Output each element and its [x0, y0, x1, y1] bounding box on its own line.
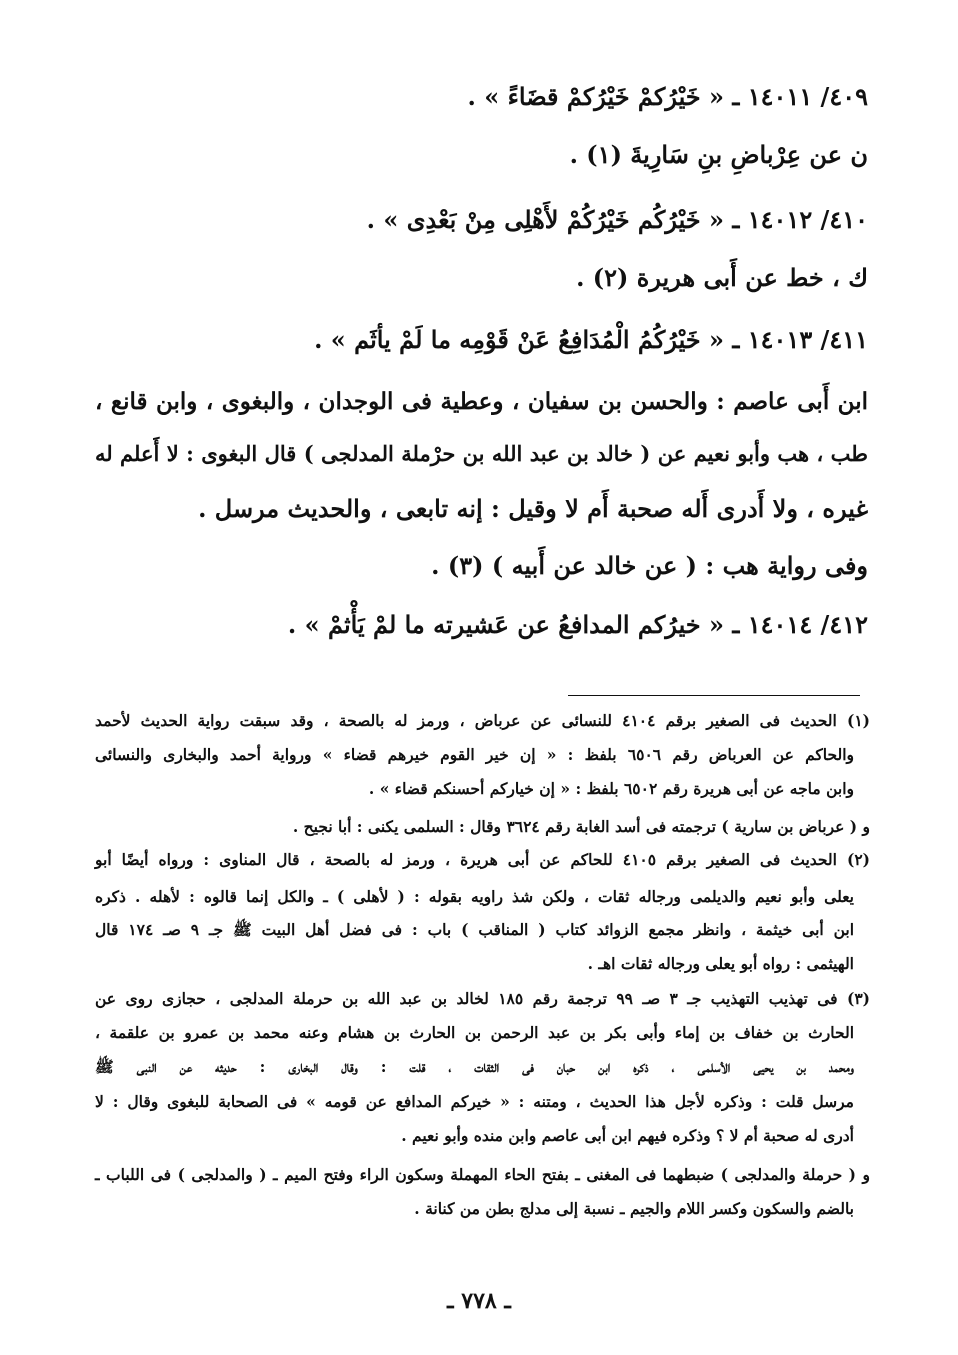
- footnote-3-line: الحارث بن خفاف بن إماء وأبى بكر بن عبد الرحمن بن الحارث بن هشام وعنه محمد بن عمرو بن علقمة ،: [95, 1023, 854, 1042]
- source-line: ك ، خط عن أَبى هريرة (٢) .: [576, 263, 868, 292]
- footnote-3-line: مرسل قلت : وذكره لأجل هذا الحديث ، ومتنه : « خيركم المدافع عن قومه » فى الصحابة للبغوى وقال : لا: [95, 1092, 854, 1111]
- commentary-line: طب ، هب وأبو نعيم عن ( خالد بن عبد الله بن حرْملة المدلجى ) قال البغوى : لا أَعلم له: [95, 441, 868, 466]
- footnote-3-line: (٣) فى تهذيب التهذيب جـ ٣ صـ ٩٩ ترجمة رقم ١٨٥ لخالد بن عبد الله بن حرملة المدلجى ، حجازى روى عن: [95, 989, 870, 1008]
- footnote-3-line: أدرى له صحبة أم لا ؟ وذكره فيهم ابن أبى عاصم وابن منده وأبو نعيم .: [401, 1126, 854, 1145]
- hadith-410: ٤١٠/ ١٤٠١٢ ـ « خَيْرُكُم خَيْرُكُمْ لأَهْلِى مِنْ بَعْدِى » .: [366, 205, 868, 234]
- footnote-1-line: وابن ماجه عن أبى هريرة رقم ٦٥٠٢ بلفظ : « إن خياركم أحسنكم قضاء » .: [368, 779, 854, 798]
- hadith-412: ٤١٢/ ١٤٠١٤ ـ « خيرُكم المدافعُ عن عَشيرته ما لمْ يَأْثمْ » .: [287, 610, 868, 639]
- footnote-2-line: (٢) الحديث فى الصغير برقم ٤١٠٥ للحاكم عن أبى هريرة ، ورمز له بالصحة ، قال المناوى : ورواه أيضًا أبو: [95, 850, 870, 869]
- footnote-2-line: ابن أبى خيثمة ، وانظر مجمع الزوائد كتاب ( المناقب ) باب : فى فضل أهل البيت ﷺ جـ ٩ صـ ١٧٤ قال: [95, 920, 855, 939]
- footnote-3-line: و ( حرملة والمدلجى ) ضبطهما فى المغنى ـ بفتح الحاء المهملة وسكون الراء وفتح الميم ـ ( والمدلجى ) فى اللباب ـ: [95, 1165, 870, 1184]
- footnote-separator: [568, 695, 860, 696]
- footnote-1-line: و ( عرباض بن سارية ) ترجمته فى أسد الغابة رقم ٣٦٢٤ وقال : السلمى يكنى : أبا نجيح .: [292, 817, 870, 836]
- footnote-1-line: (١) الحديث فى الصغير برقم ٤١٠٤ للنسائى عن عرباض ، ورمز له بالصحة ، وقد سبقت رواية الحديث لأحمد: [95, 711, 870, 730]
- commentary-line: وفى رواية هب : ( عن خالد عن أَبيه ) (٣) .: [431, 551, 868, 580]
- hadith-411: ٤١١/ ١٤٠١٣ ـ « خَيْرُكُمُ الْمُدَافِعُ عَنْ قَوْمِه ما لَمْ يأثَم » .: [314, 325, 868, 354]
- source-line: ن عن عِرْباضِ بنِ سَارِيةَ (١) .: [569, 140, 868, 169]
- footnote-2-line: يعلى وأبو نعيم والديلمى ورجاله ثقات ، ولكن شذ راويه بقوله : ( لأهلى ) ـ والكل إنما قالوه : لأهله . ذكره: [95, 887, 854, 906]
- hadith-409: ٤٠٩/ ١٤٠١١ ـ « خَيْرُكمْ خَيْرُكمْ قضَاءً » .: [467, 82, 868, 111]
- footnote-1-line: والحاكم عن العرباض رقم ٦٥٠٦ بلفظ : « إن خير القوم خيرهم قضاء » ورواية أحمد والبخارى والنسائى: [95, 745, 855, 764]
- commentary-line: ابن أَبى عاصم : والحسن بن سفيان ، وعطية فى الوجدان ، والبغوى ، وابن قانع ،: [95, 388, 868, 415]
- page-number: ـ ٧٧٨ ـ: [447, 1288, 511, 1314]
- footnote-2-line: الهيثمى : رواه أبو يعلى ورجاله ثقات اهـ .: [587, 954, 854, 973]
- commentary-line: غيره ، ولا أَدرى أَله صحبة أَم لا وقيل : إنه تابعى ، والحديث مرسل .: [198, 494, 868, 523]
- footnote-3-line: بالضم والسكون وكسر اللام والجيم ـ نسبة إلى مدلج بطن من كنانة .: [414, 1199, 854, 1218]
- footnote-3-line: ومحمد بن يحيى الأسلمى ، ذكره ابن حبان فى الثقات ، قلت : وقال البخارى : حديثه عن النبى ﷺ: [95, 1057, 854, 1076]
